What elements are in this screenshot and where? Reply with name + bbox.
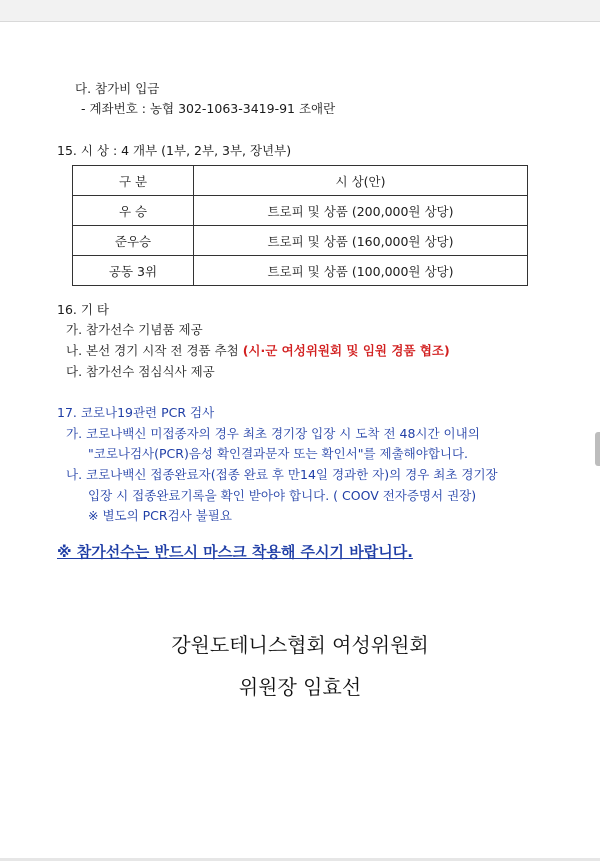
organization-name: 강원도테니스협회 여성위원회 (171, 633, 429, 657)
pcr-heading: 17. 코로나19관련 PCR 검사 (57, 405, 215, 420)
top-bar (0, 0, 600, 22)
table-cell: 트로피 및 상품 (160,000원 상당) (194, 226, 528, 256)
table-row (73, 196, 528, 226)
pcr-item-unvaccinated-1: 가. 코로나백신 미접종자의 경우 최초 경기장 입장 시 도착 전 48시간 이내의 (66, 426, 480, 441)
fee-subheading: 다. 참가비 입금 (75, 81, 160, 96)
table-row (73, 226, 528, 256)
bank-account: - 계좌번호 : 농협 302-1063-3419-91 조애란 (81, 101, 336, 116)
awards-heading: 15. 시 상 : 4 개부 (1부, 2부, 3부, 장년부) (57, 143, 292, 158)
etc-item-lunch: 다. 참가선수 점심식사 제공 (66, 364, 215, 379)
table-header-cell: 구 분 (73, 166, 194, 196)
table-cell: 준우승 (73, 226, 194, 256)
mask-notice: ※ 참가선수는 반드시 마스크 착용해 주시기 바랍니다. (57, 543, 413, 561)
table-cell: 트로피 및 상품 (200,000원 상당) (194, 196, 528, 226)
table-header-cell: 시 상(안) (194, 166, 528, 196)
awards-table (72, 165, 528, 286)
etc-item-raffle-note: (시·군 여성위원회 및 임원 경품 협조) (242, 343, 450, 358)
table-row (73, 256, 528, 286)
etc-item-raffle-text: 나. 본선 경기 시작 전 경품 추첨 (66, 343, 243, 358)
pcr-item-vaccinated-2: 입장 시 접종완료기록을 확인 받아야 합니다. ( COOV 전자증명서 권장) (88, 488, 477, 503)
scrollbar-handle[interactable] (595, 432, 600, 466)
etc-item-raffle (66, 341, 450, 359)
pcr-item-vaccinated-1: 나. 코로나백신 접종완료자(접종 완료 후 만14일 경과한 자)의 경우 최초 경기장 (66, 467, 498, 482)
table-header-row (73, 166, 528, 196)
table-cell: 우 승 (73, 196, 194, 226)
pcr-note: ※ 별도의 PCR검사 불필요 (88, 508, 232, 523)
pcr-item-unvaccinated-2: "코로나검사(PCR)음성 확인결과문자 또는 확인서"를 제출해야합니다. (88, 446, 469, 461)
table-cell: 트로피 및 상품 (100,000원 상당) (194, 256, 528, 286)
etc-item-souvenir: 가. 참가선수 기념품 제공 (66, 322, 203, 337)
chairperson-name: 위원장 임효선 (238, 675, 362, 699)
table-cell: 공동 3위 (73, 256, 194, 286)
etc-heading: 16. 기 타 (57, 302, 109, 317)
